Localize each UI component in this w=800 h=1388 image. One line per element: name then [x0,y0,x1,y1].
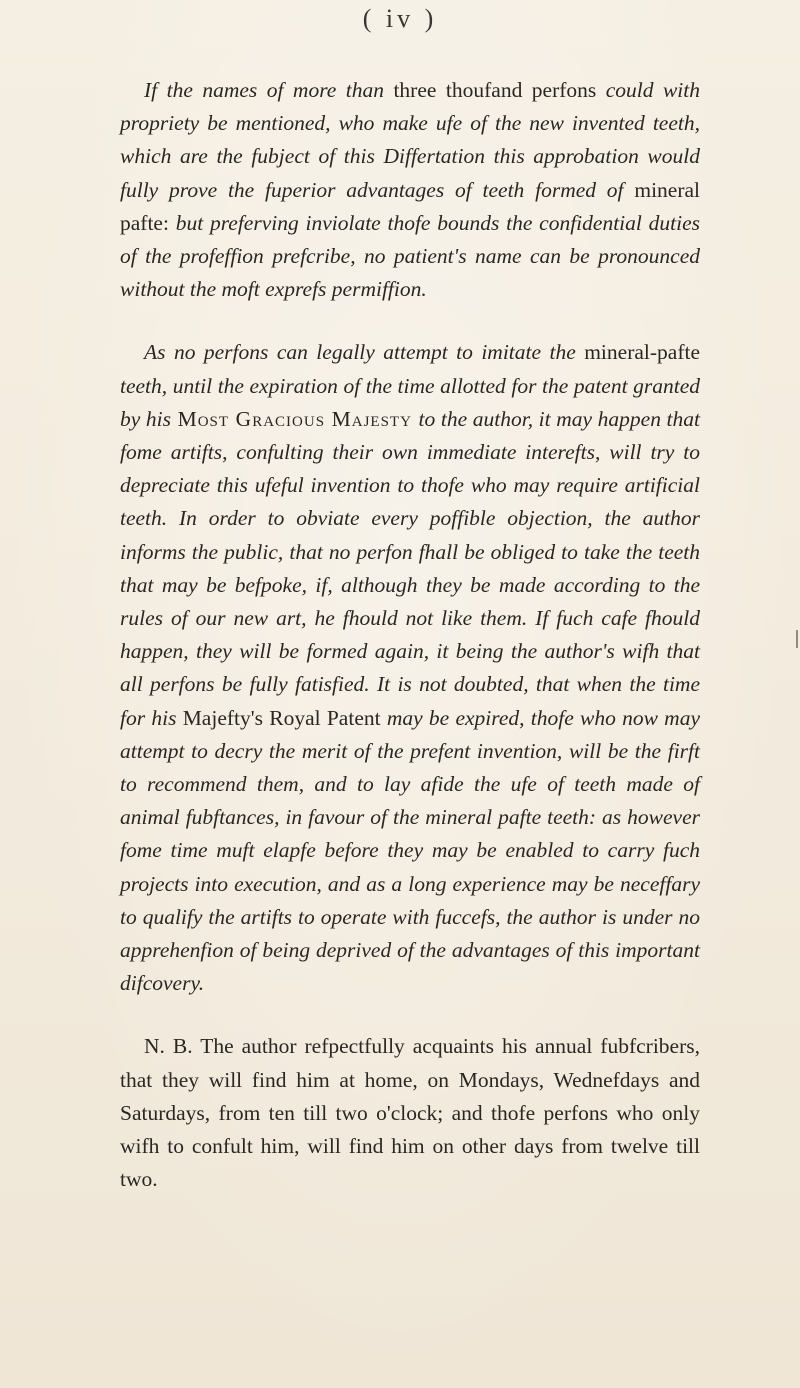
margin-mark [796,630,798,648]
page-number: ( iv ) [362,4,438,33]
text-segment: Majefty's Royal Patent [176,705,387,730]
body-text [120,74,700,1197]
text-segment: mineral-pafte [575,340,700,365]
text-segment: could with propriety be mentioned, who make ufe of the new invented teeth, which are the fubject of this Differtation this approbation would fully prove the fuperior advantages of teeth formed of [120,78,701,202]
text-segment: to the author, it may happen that fome artifts, confulting their own immediate interefts, will try to depreciate this ufeful invention to thofe who may require artificial teeth. In order to obviate every poffible objection, the author informs the public, that no perfon fhall be obliged to take the teeth that may be befpoke, if, although they be made according to the rules of our new art, he fhould not like them. If fuch cafe fhould happen, they will be formed again, it being the author's wifh that all perfons be fully fatisfied. It is not doubted, that when the time for his [120,406,701,730]
text-segment: N. B. The author refpectfully acquaints his annual fubfcribers, that they will find him at home, on Mondays, Wednefdays and Saturdays, from ten till two o'clock; and thofe perfons who only wifh to confult him, will find him on other days from twelve till two. [120,1034,700,1192]
text-segment: mineral pafte: [120,177,701,235]
paragraph-testimonial [120,74,700,306]
text-segment: Most Gracious Majesty [171,406,419,431]
text-segment: As no perfons can legally attempt to imitate the [144,340,576,365]
paragraph-patent [120,336,700,1000]
text-segment: teeth, until the expiration of the time allotted for the patent granted by his [120,373,700,431]
text-segment: If the names of more than [144,78,384,102]
text-segment: but preferving inviolate thofe bounds the confidential duties of the profeffion prefcribe, no patient's name can be pronounced without the moft exprefs permiffion. [120,210,700,302]
text-segment: may be expired, thofe who now may attempt to decry the merit of the prefent invention, will be the firft to recommend them, and to lay afide the ufe of teeth made of animal fubftances, in favour of the mineral pafte teeth: as however fome time muft elapfe before they may be enabled to carry fuch projects into execution, and as a long experience may be neceffary to qualify the artifts to operate with fuccefs, the author is under no apprehenfion of being deprived of the advantages of this important difcovery. [120,705,700,996]
paragraph-nota-bene [120,1030,700,1196]
text-segment: three thoufand perfons [384,78,606,102]
